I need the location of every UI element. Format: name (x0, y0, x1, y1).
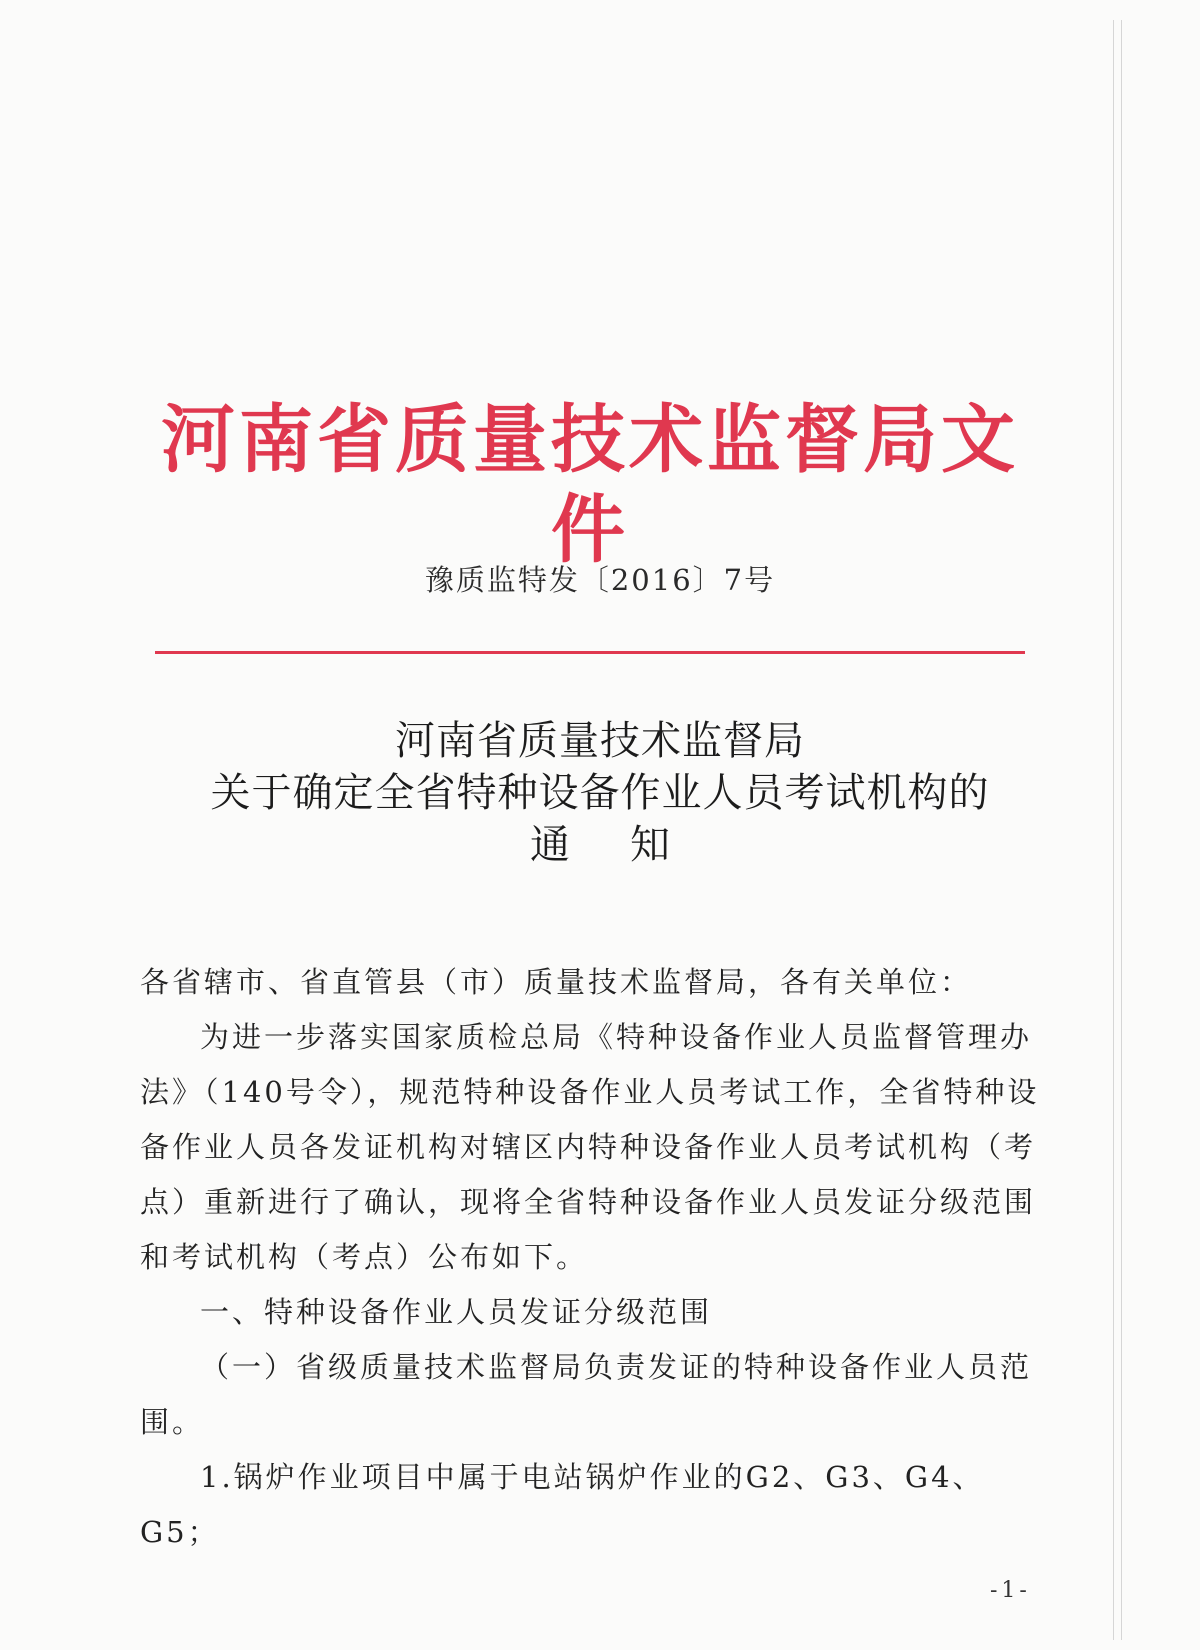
salutation: 各省辖市、省直管县（市）质量技术监督局，各有关单位： (140, 965, 973, 999)
red-divider (155, 651, 1025, 654)
title-line: 通知 (530, 822, 730, 868)
title-line: 关于确定全省特种设备作业人员考试机构的 (210, 770, 990, 816)
notice-title (120, 715, 1080, 871)
document-body (140, 955, 1040, 1560)
page-edge-line (1113, 20, 1114, 1640)
section-heading: 一、特种设备作业人员发证分级范围 (200, 1295, 713, 1329)
page-edge-line (1121, 20, 1122, 1640)
title-line: 河南省质量技术监督局 (395, 718, 805, 764)
header-title: 河南省质量技术监督局文件 (161, 397, 1019, 573)
body-paragraph: 为进一步落实国家质检总局《特种设备作业人员监督管理办法》（140号令），规范特种设备作业人员考试工作，全省特种设备作业人员各发证机构对辖区内特种设备作业人员考试机构（考点）重新进行了确认，现将全省特种设备作业人员发证分级范围和考试机构（考点）公布如下。 (140, 1020, 1040, 1274)
page-number: -1- (990, 1578, 1031, 1603)
subsection-heading: （一）省级质量技术监督局负责发证的特种设备作业人员范围。 (140, 1350, 1033, 1439)
list-item: 1.锅炉作业项目中属于电站锅炉作业的G2、G3、G4、G5； (140, 1460, 985, 1549)
document-number: 豫质监特发〔2016〕7号 (424, 563, 776, 597)
